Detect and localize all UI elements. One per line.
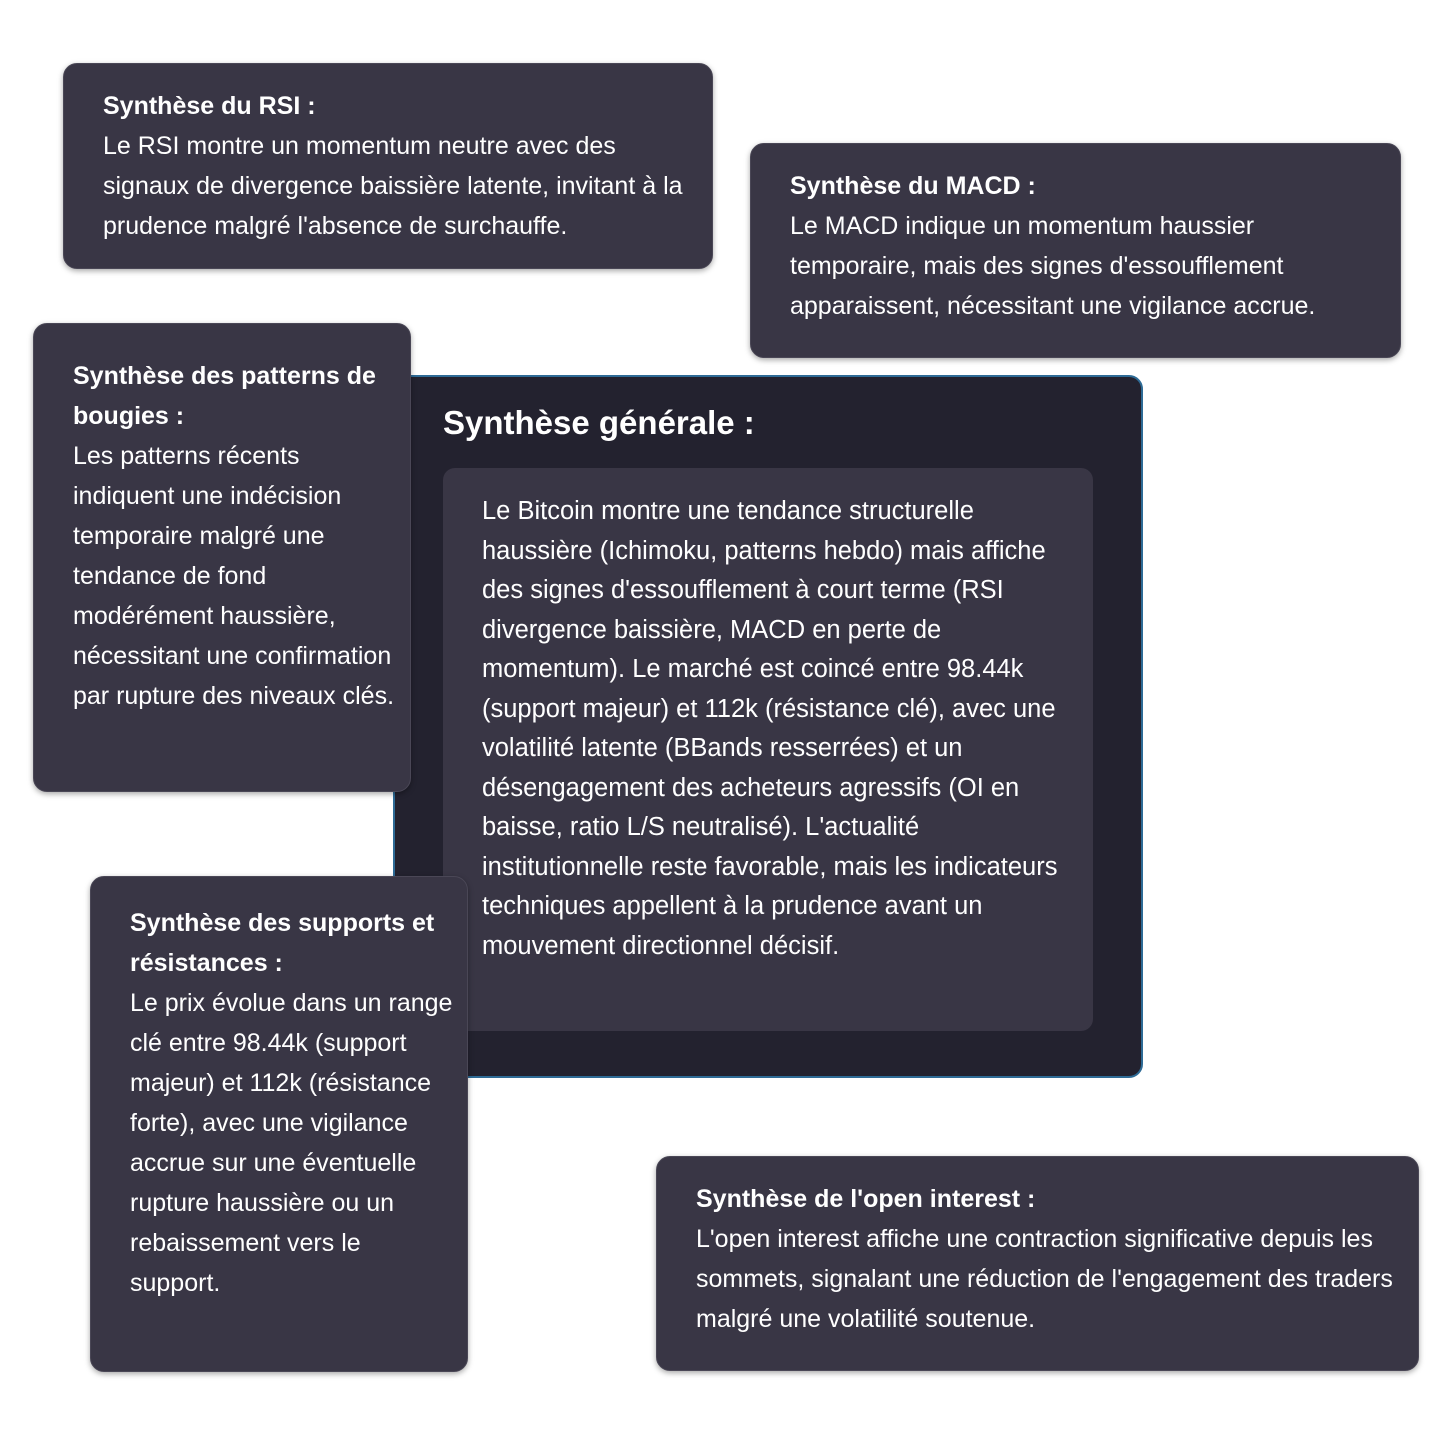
candlestick-patterns-summary-card	[33, 323, 411, 792]
candlestick-patterns-summary-title: Synthèse des patterns de bougies :	[73, 362, 376, 430]
macd-summary-title: Synthèse du MACD :	[790, 172, 1036, 200]
macd-summary-text: Le MACD indique un momentum haussier temporaire, mais des signes d'essoufflement apparaissent, nécessitant une vigilance accrue.	[790, 212, 1316, 320]
rsi-summary-text: Le RSI montre un momentum neutre avec des signaux de divergence baissière latente, invitant à la prudence malgré l'absence de surchauffe.	[103, 132, 683, 240]
candlestick-patterns-summary-text: Les patterns récents indiquent une indécision temporaire malgré une tendance de fond modérément haussière, nécessitant une confirmation par rupture des niveaux clés.	[73, 442, 395, 710]
open-interest-summary-text: L'open interest affiche une contraction significative depuis les sommets, signalant une réduction de l'engagement des traders malgré une volatilité soutenue.	[696, 1225, 1393, 1333]
open-interest-summary-card	[656, 1156, 1419, 1371]
supports-resistances-summary-card	[90, 876, 468, 1372]
general-summary-text: Le Bitcoin montre une tendance structurelle haussière (Ichimoku, patterns hebdo) mais affiche des signes d'essoufflement à court terme (RSI divergence baissière, MACD en perte de momentum). Le marché est coincé entre 98.44k (support majeur) et 112k (résistance clé), avec une volatilité latente (BBands resserrées) et un désengagement des acheteurs agressifs (OI en baisse, ratio L/S neutralisé). L'actualité institutionnelle reste favorable, mais les indicateurs techniques appellent à la prudence avant un mouvement directionnel décisif.	[443, 468, 1093, 1031]
general-summary-title: Synthèse générale :	[443, 404, 755, 441]
rsi-summary-card	[63, 63, 713, 269]
open-interest-summary-title: Synthèse de l'open interest :	[696, 1185, 1036, 1213]
rsi-summary-title: Synthèse du RSI :	[103, 92, 316, 120]
general-summary-panel	[393, 375, 1143, 1078]
supports-resistances-summary-title: Synthèse des supports et résistances :	[130, 909, 435, 977]
macd-summary-card	[750, 143, 1401, 358]
supports-resistances-summary-text: Le prix évolue dans un range clé entre 98.44k (support majeur) et 112k (résistance forte), avec une vigilance accrue sur une éventuelle rupture haussière ou un rebaissement vers le support.	[130, 989, 453, 1297]
